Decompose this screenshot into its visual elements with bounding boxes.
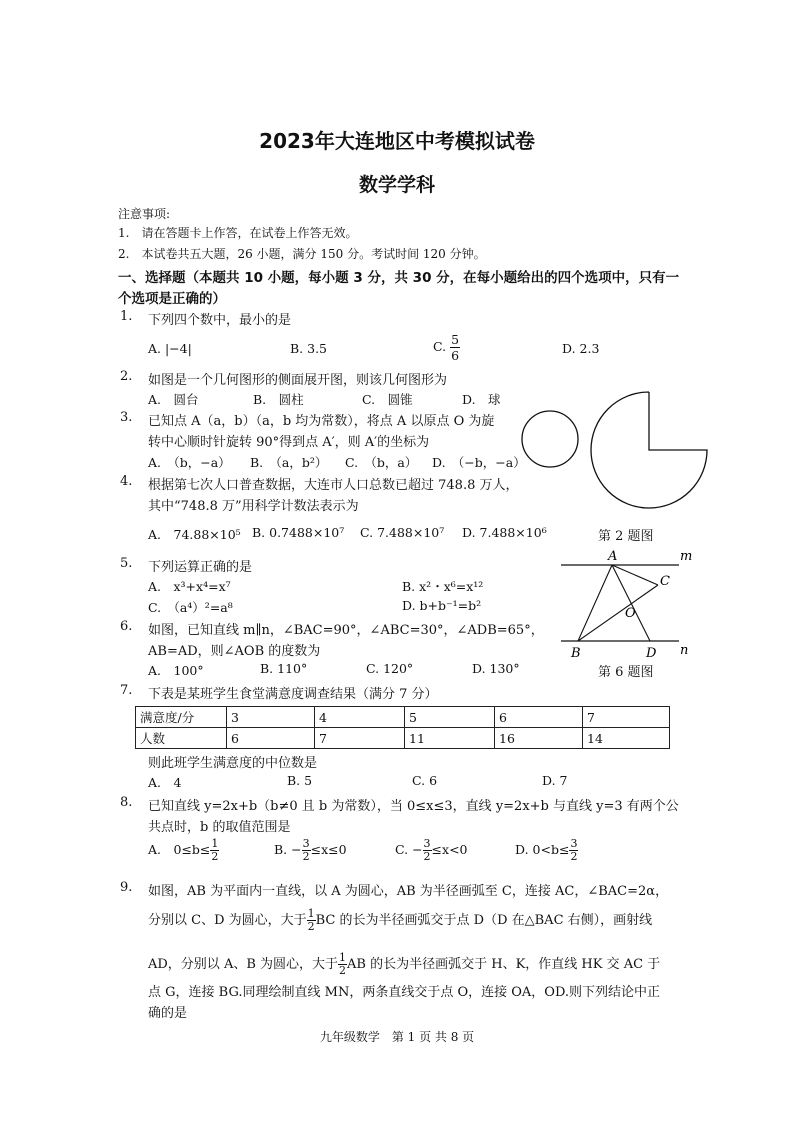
q5-number: 5. bbox=[120, 556, 133, 571]
q3-stem-line1: 已知点 A（a，b）（a，b 均为常数），将点 A 以原点 O 为旋 bbox=[148, 414, 495, 429]
q2-option-b: B. 圆柱 bbox=[253, 392, 304, 407]
table-cell: 3 bbox=[227, 707, 315, 728]
q7-option-d: D. 7 bbox=[542, 773, 568, 788]
table-cell: 4 bbox=[315, 707, 405, 728]
q2-number: 2. bbox=[120, 369, 133, 384]
table-cell: 7 bbox=[315, 728, 405, 749]
table-cell: 16 bbox=[495, 728, 583, 749]
q4-number: 4. bbox=[120, 474, 133, 489]
q4-option-d: D. 7.488×10⁶ bbox=[462, 525, 547, 540]
q5-stem: 下列运算正确的是 bbox=[148, 560, 253, 575]
q6-number: 6. bbox=[120, 619, 133, 634]
q4-stem-line1: 根据第七次人口普查数据，大连市人口总数已超过 748.8 万人， bbox=[148, 478, 519, 493]
q8-option-a: A. 0≤b≤ $\frac{1}{2}$ bbox=[148, 837, 219, 863]
q4-option-b: B. 0.7488×10⁷ bbox=[252, 525, 345, 540]
notice-heading: 注意事项: bbox=[118, 207, 171, 221]
q7-option-b: B. 5 bbox=[287, 773, 313, 788]
table-cell: 6 bbox=[495, 707, 583, 728]
q2-option-d: D. 球 bbox=[462, 392, 501, 407]
fig2-net-figure bbox=[515, 372, 725, 517]
q1-number: 1. bbox=[120, 309, 133, 324]
label-d: D bbox=[646, 646, 657, 661]
q3-number: 3. bbox=[120, 410, 133, 425]
section-heading-cont: 个选项是正确的） bbox=[118, 291, 226, 307]
q9-number: 9. bbox=[120, 880, 133, 895]
q9-stem-line1: 如图，AB 为平面内一直线，以 A 为圆心，AB 为半径画弧至 C，连接 AC，∠BAC=2α， bbox=[148, 884, 669, 899]
exam-title: 2023年大连地区中考模拟试卷 bbox=[259, 129, 535, 153]
q1-option-c: C. $\frac{5}{6}$ bbox=[433, 332, 460, 363]
q5-option-b: B. x²・x⁶=x¹² bbox=[402, 579, 484, 594]
q9-stem-line2: 分别以 C、D 为圆心，大于 $\frac{1}{2}$ BC 的长为半径画弧交于点 D（D 在△BAC 右侧），画射线 bbox=[148, 907, 653, 933]
table-cell: 满意度/分 bbox=[136, 707, 227, 728]
q1-option-a: A. |−4| bbox=[148, 341, 192, 356]
q8-stem-line2: 共点时，b 的取值范围是 bbox=[148, 820, 291, 835]
satisfaction-table bbox=[135, 706, 670, 749]
q1-option-d: D. 2.3 bbox=[562, 341, 600, 356]
q7-stem: 下表是某班学生食堂满意度调查结果（满分 7 分） bbox=[148, 687, 438, 702]
q7-option-c: C. 6 bbox=[412, 773, 438, 788]
label-c: C bbox=[660, 574, 670, 589]
q3-option-d: D. （−b，−a） bbox=[432, 455, 526, 470]
q6-option-b: B. 110° bbox=[260, 661, 308, 676]
label-m: m bbox=[680, 549, 693, 564]
q8-number: 8. bbox=[120, 795, 133, 810]
fig2-base-circle bbox=[522, 411, 578, 467]
q6-stem-line1: 如图，已知直线 m∥n，∠BAC=90°，∠ABC=30°，∠ADB=65°， bbox=[148, 623, 544, 638]
q1-stem: 下列四个数中，最小的是 bbox=[148, 313, 292, 328]
q6-stem-line2: AB=AD，则∠AOB 的度数为 bbox=[148, 644, 321, 659]
label-b: B bbox=[571, 646, 581, 661]
table-row bbox=[136, 707, 670, 728]
segment-ac bbox=[612, 565, 658, 585]
fig2-caption: 第 2 题图 bbox=[598, 529, 654, 544]
label-a: A bbox=[608, 549, 618, 564]
q2-stem: 如图是一个几何图形的侧面展开图，则该几何图形为 bbox=[148, 373, 448, 388]
table-row bbox=[136, 728, 670, 749]
table-cell: 11 bbox=[405, 728, 495, 749]
q7-option-a: A. 4 bbox=[148, 775, 182, 790]
label-o: O bbox=[625, 606, 636, 621]
table-cell: 14 bbox=[583, 728, 670, 749]
table-cell: 人数 bbox=[136, 728, 227, 749]
notice-item: 1. 请在答题卡上作答，在试卷上作答无效。 bbox=[118, 226, 358, 240]
q3-option-c: C. （b，a） bbox=[345, 455, 418, 470]
label-n: n bbox=[680, 643, 689, 658]
q9-stem-line4: 点 G，连接 BG.同理绘制直线 MN，两条直线交于点 O，连接 OA，OD.则下列结论中正 bbox=[148, 985, 661, 1000]
q6-option-c: C. 120° bbox=[366, 661, 414, 676]
q4-option-a: A. 74.88×10⁵ bbox=[148, 527, 241, 542]
notice-item: 2. 本试卷共五大题，26 小题，满分 150 分。考试时间 120 分钟。 bbox=[118, 247, 486, 261]
exam-subject: 数学学科 bbox=[358, 174, 435, 196]
q5-option-d: D. b+b⁻¹=b² bbox=[402, 598, 482, 613]
q2-option-a: A. 圆台 bbox=[148, 392, 199, 407]
table-cell: 7 bbox=[583, 707, 670, 728]
q8-stem-line1: 已知直线 y=2x+b（b≠0 且 b 为常数），当 0≤x≤3，直线 y=2x+b 与直线 y=3 有两个公 bbox=[148, 799, 679, 814]
q3-option-a: A. （b，−a） bbox=[148, 455, 231, 470]
q5-option-c: C. （a⁴）²=a⁸ bbox=[148, 600, 233, 615]
q4-stem-line2: 其中“748.8 万”用科学计数法表示为 bbox=[148, 499, 359, 514]
q7-number: 7. bbox=[120, 683, 133, 698]
page-footer: 九年级数学 第 1 页 共 8 页 bbox=[319, 1030, 475, 1044]
section-heading: 一、选择题（本题共 10 小题，每小题 3 分，共 30 分，在每小题给出的四个选项中，只有一 bbox=[118, 270, 680, 286]
q1-option-b: B. 3.5 bbox=[290, 341, 328, 356]
q8-option-c: C. − $\frac{3}{2}$ ≤x<0 bbox=[395, 837, 468, 863]
q9-stem-line5: 确的是 bbox=[148, 1006, 188, 1021]
fig2-sector bbox=[591, 392, 707, 508]
table-cell: 6 bbox=[227, 728, 315, 749]
q5-option-a: A. x³+x⁴=x⁷ bbox=[148, 579, 231, 594]
q8-option-b: B. − $\frac{3}{2}$ ≤x≤0 bbox=[274, 837, 347, 863]
q9-stem-line3: AD，分别以 A、B 为圆心，大于 $\frac{1}{2}$ AB 的长为半径画弧交于 H、K，作直线 HK 交 AC 于 bbox=[148, 951, 661, 977]
q3-stem-line2: 转中心顺时针旋转 90°得到点 A′，则 A′的坐标为 bbox=[148, 435, 430, 450]
q6-option-d: D. 130° bbox=[472, 661, 520, 676]
q7-question: 则此班学生满意度的中位数是 bbox=[148, 756, 318, 771]
q8-option-d: D. 0<b≤ $\frac{3}{2}$ bbox=[515, 837, 578, 863]
q6-option-a: A. 100° bbox=[148, 663, 204, 678]
table-cell: 5 bbox=[405, 707, 495, 728]
q2-option-c: C. 圆锥 bbox=[362, 392, 413, 407]
q3-option-b: B. （a，b²） bbox=[250, 455, 328, 470]
fig6-geometry-figure bbox=[555, 545, 695, 680]
fig6-caption: 第 6 题图 bbox=[598, 665, 654, 680]
segment-ad bbox=[612, 565, 650, 641]
q4-option-c: C. 7.488×10⁷ bbox=[360, 525, 445, 540]
